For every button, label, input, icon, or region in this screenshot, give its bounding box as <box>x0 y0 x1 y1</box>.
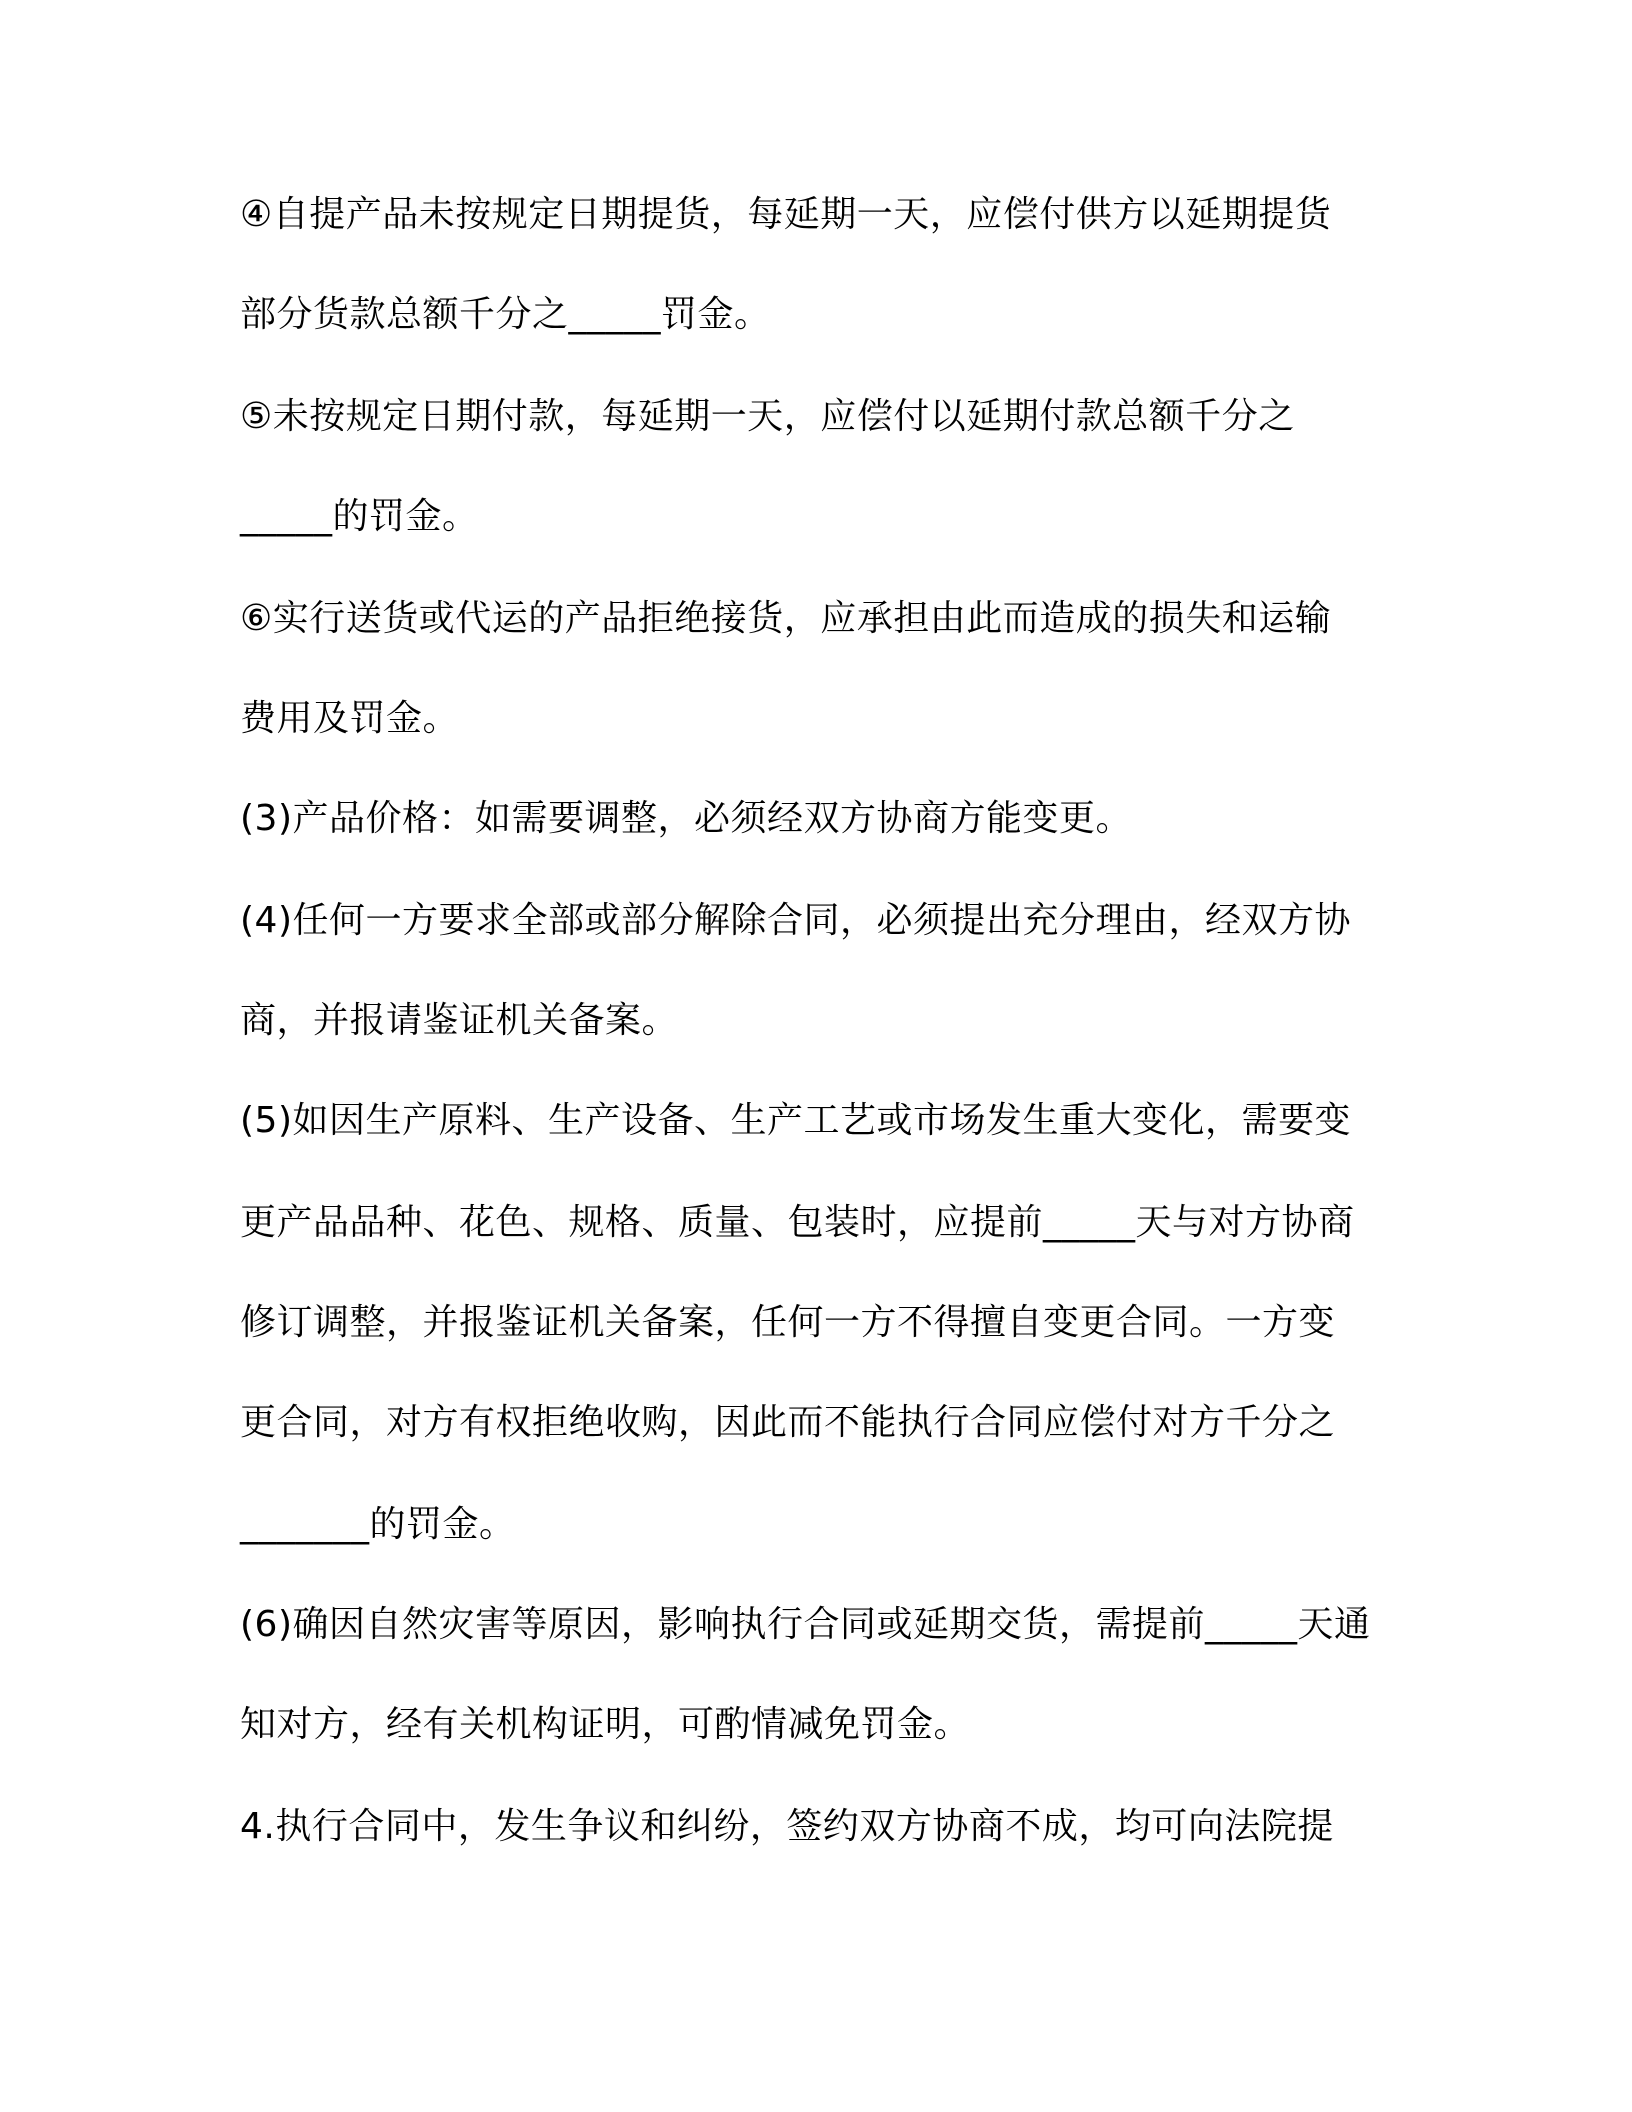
text-line: 更合同，对方有权拒绝收购，因此而不能执行合同应偿付对方千分之 <box>240 1402 1336 1443</box>
text-line: (3)产品价格：如需要调整，必须经双方协商方能变更。 <box>240 798 1132 839</box>
text-line: 更产品品种、花色、规格、质量、包装时，应提前_____天与对方协商 <box>240 1202 1355 1243</box>
text-line: ⑥实行送货或代运的产品拒绝接货，应承担由此而造成的损失和运输 <box>240 598 1332 639</box>
text-line: (5)如因生产原料、生产设备、生产工艺或市场发生重大变化，需要变 <box>240 1100 1351 1141</box>
text-line: ④自提产品未按规定日期提货，每延期一天，应偿付供方以延期提货 <box>240 194 1332 235</box>
text-line: _____的罚金。 <box>240 496 479 537</box>
text-line: ⑤未按规定日期付款，每延期一天，应偿付以延期付款总额千分之 <box>240 396 1295 437</box>
text-line: 知对方，经有关机构证明，可酌情减免罚金。 <box>240 1704 971 1745</box>
text-line: 4.执行合同中，发生争议和纠纷，签约双方协商不成，均可向法院提 <box>240 1806 1334 1847</box>
text-line: 部分货款总额千分之_____罚金。 <box>240 294 771 335</box>
text-line: 费用及罚金。 <box>240 698 460 739</box>
text-line: (4)任何一方要求全部或部分解除合同，必须提出充分理由，经双方协 <box>240 900 1351 941</box>
text-line: 修订调整，并报鉴证机关备案，任何一方不得擅自变更合同。一方变 <box>240 1302 1336 1343</box>
text-line: _______的罚金。 <box>240 1504 516 1545</box>
text-line: 商，并报请鉴证机关备案。 <box>240 1000 679 1041</box>
text-line: (6)确因自然灾害等原因，影响执行合同或延期交货，需提前_____天通 <box>240 1604 1371 1645</box>
